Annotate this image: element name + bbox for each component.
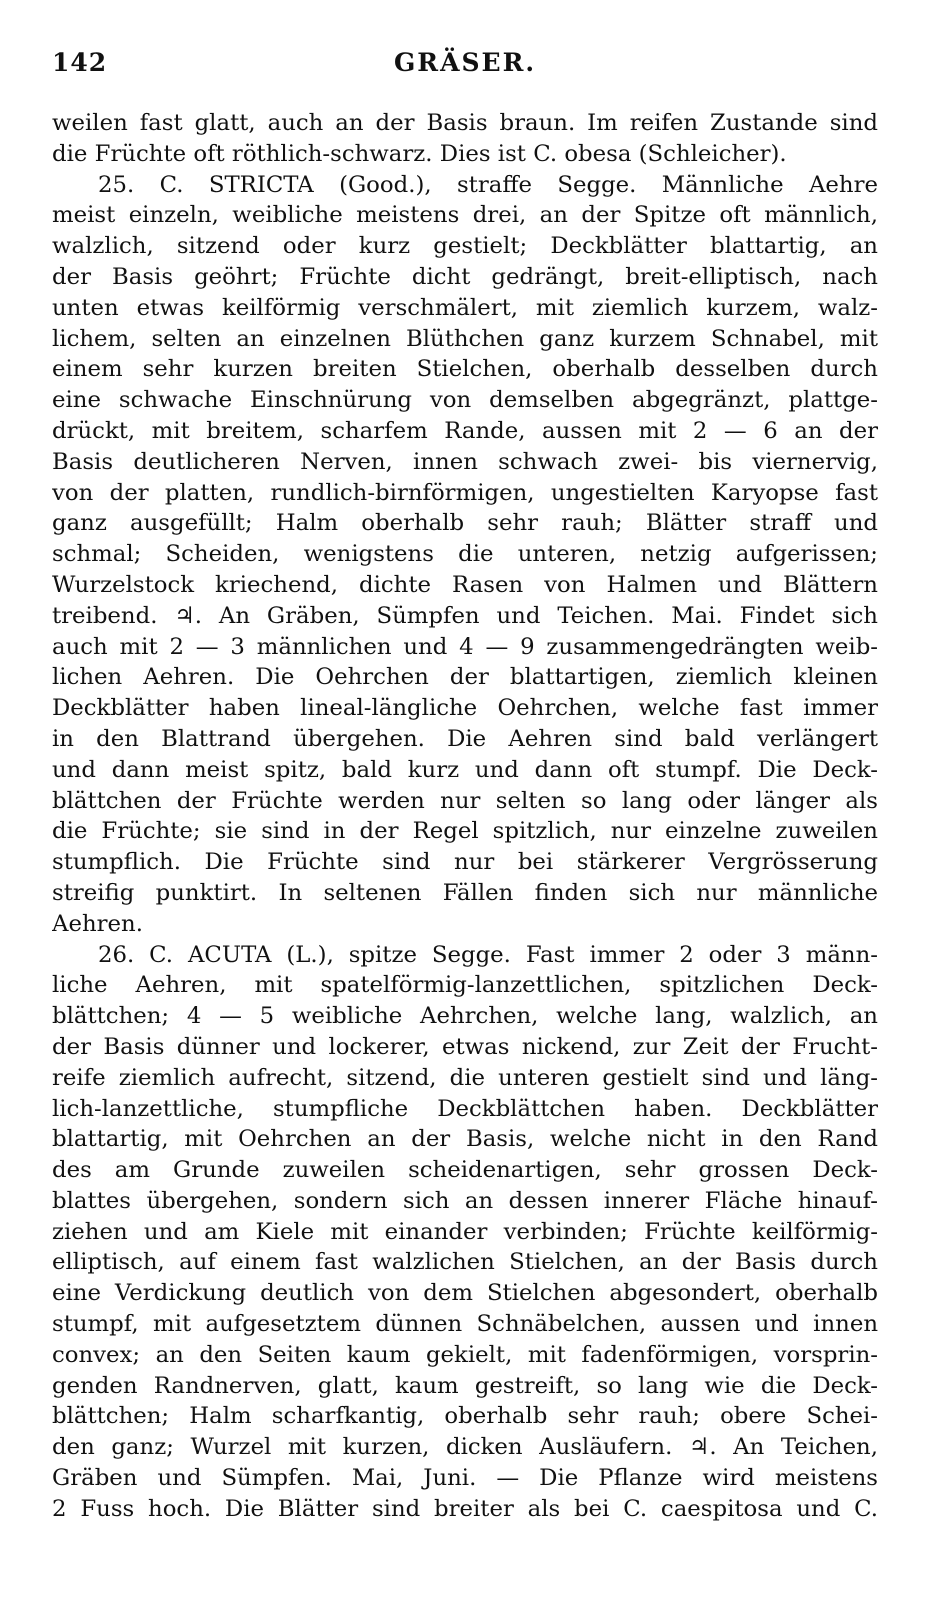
text-line: einem sehr kurzen breiten Stielchen, oberhalb desselben durch: [52, 356, 878, 383]
text-line: lich-lanzettliche, stumpfliche Deckblättchen haben. Deckblätter: [52, 1095, 878, 1122]
text-line: stumpf, mit aufgesetztem dünnen Schnäbelchen, aussen und innen: [52, 1311, 878, 1338]
running-head-title: GRÄSER.: [393, 48, 537, 77]
text-line: liche Aehren, mit spatelförmig-lanzettlichen, spitzlichen Deck-: [52, 972, 878, 999]
text-line: blattes übergehen, sondern sich an dessen innerer Fläche hinauf-: [52, 1187, 878, 1214]
text-line: der Basis geöhrt; Früchte dicht gedrängt, breit-elliptisch, nach: [52, 263, 878, 290]
text-line: blattartig, mit Oehrchen an der Basis, welche nicht in den Rand: [52, 1126, 878, 1153]
text-line: von der platten, rundlich-birnförmigen, ungestielten Karyopse fast: [52, 479, 878, 506]
text-line: Aehren.: [52, 910, 143, 937]
text-line: auch mit 2 — 3 männlichen und 4 — 9 zusammengedrängten weib-: [52, 633, 878, 660]
page-number: 142: [52, 48, 108, 77]
text-line: 25. C. STRICTA (Good.), straffe Segge. Männliche Aehre: [98, 171, 878, 198]
text-line: Gräben und Sümpfen. Mai, Juni. — Die Pflanze wird meistens: [52, 1465, 878, 1492]
text-line: lichen Aehren. Die Oehrchen der blattartigen, ziemlich kleinen: [52, 664, 878, 691]
text-line: lichem, selten an einzelnen Blüthchen ganz kurzem Schnabel, mit: [52, 325, 878, 352]
text-line: elliptisch, auf einem fast walzlichen Stielchen, an der Basis durch: [52, 1249, 878, 1276]
text-line: die Früchte oft röthlich-schwarz. Dies ist C. obesa (Schleicher).: [52, 140, 787, 167]
text-line: walzlich, sitzend oder kurz gestielt; Deckblätter blattartig, an: [52, 233, 878, 260]
text-line: der Basis dünner und lockerer, etwas nickend, zur Zeit der Frucht-: [52, 1033, 878, 1060]
text-line: [52, 1525, 878, 1556]
text-line: convex; an den Seiten kaum gekielt, mit fadenförmigen, vorsprin-: [52, 1341, 878, 1368]
body-text: [52, 108, 878, 1555]
text-line: unten etwas keilförmig verschmälert, mit ziemlich kurzem, walz-: [52, 294, 878, 321]
text-line: ganz ausgefüllt; Halm oberhalb sehr rauh; Blätter straff und: [52, 510, 878, 537]
text-line: streifig punktirt. In seltenen Fällen finden sich nur männliche: [52, 879, 878, 906]
text-line: weilen fast glatt, auch an der Basis braun. Im reifen Zustande sind: [52, 110, 878, 136]
text-line: Basis deutlicheren Nerven, innen schwach zwei- bis viernervig,: [52, 448, 878, 475]
text-line: stumpflich. Die Früchte sind nur bei stärkerer Vergrösserung: [52, 849, 878, 876]
text-line: schmal; Scheiden, wenigstens die unteren, netzig aufgerissen;: [52, 541, 878, 568]
text-line: eine schwache Einschnürung von demselben abgegränzt, plattge-: [52, 387, 878, 414]
text-line: eine Verdickung deutlich von dem Stielchen abgesondert, oberhalb: [52, 1280, 878, 1307]
text-line: blättchen; 4 — 5 weibliche Aehrchen, welche lang, walzlich, an: [52, 1003, 878, 1030]
text-line: 2 Fuss hoch. Die Blätter sind breiter als bei C. caespitosa und C.: [52, 1495, 878, 1522]
text-line: Deckblätter haben lineal-längliche Oehrchen, welche fast immer: [52, 695, 878, 722]
text-line: Wurzelstock kriechend, dichte Rasen von Halmen und Blättern: [52, 571, 878, 598]
text-line: den ganz; Wurzel mit kurzen, dicken Ausläufern. ♃. An Teichen,: [52, 1434, 878, 1461]
text-line: ziehen und am Kiele mit einander verbinden; Früchte keilförmig-: [52, 1218, 878, 1245]
text-line: meist einzeln, weibliche meistens drei, an der Spitze oft männlich,: [52, 202, 878, 229]
text-line: blättchen; Halm scharfkantig, oberhalb sehr rauh; obere Schei-: [52, 1403, 878, 1430]
text-line: drückt, mit breitem, scharfem Rande, aussen mit 2 — 6 an der: [52, 417, 878, 444]
text-line: blättchen der Früchte werden nur selten so lang oder länger als: [52, 787, 878, 814]
text-line: des am Grunde zuweilen scheidenartigen, sehr grossen Deck-: [52, 1157, 878, 1184]
text-line: die Früchte; sie sind in der Regel spitzlich, nur einzelne zuweilen: [52, 818, 878, 845]
text-line: in den Blattrand übergehen. Die Aehren sind bald verlängert: [52, 725, 878, 752]
text-line: und dann meist spitz, bald kurz und dann oft stumpf. Die Deck-: [52, 756, 878, 783]
text-line: treibend. ♃. An Gräben, Sümpfen und Teichen. Mai. Findet sich: [52, 602, 878, 629]
text-line: genden Randnerven, glatt, kaum gestreift, so lang wie die Deck-: [52, 1372, 878, 1399]
text-line: reife ziemlich aufrecht, sitzend, die unteren gestielt sind und läng-: [52, 1064, 878, 1091]
page-header: [52, 48, 878, 88]
text-line: 26. C. ACUTA (L.), spitze Segge. Fast immer 2 oder 3 männ-: [98, 941, 878, 968]
